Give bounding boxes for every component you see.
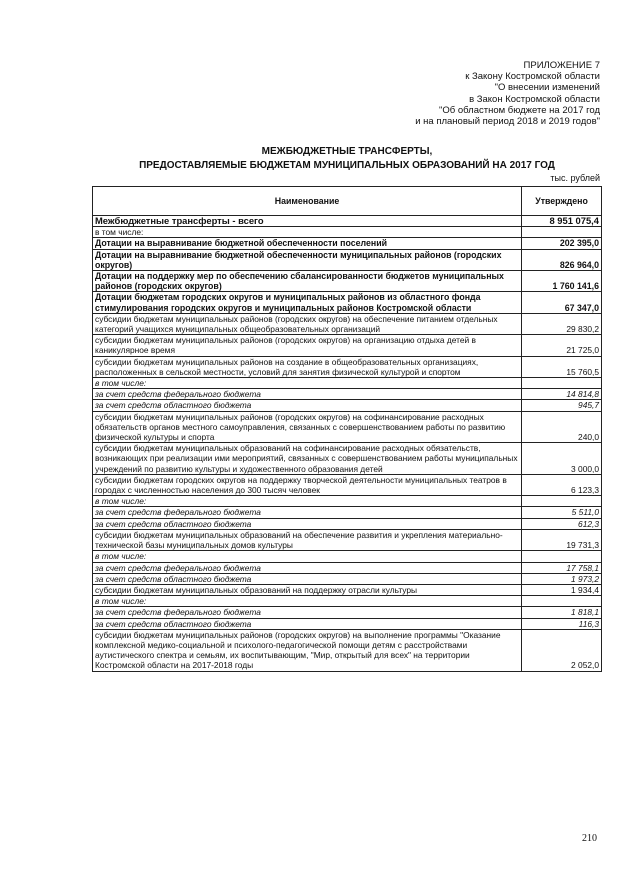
table-row	[93, 227, 602, 238]
row-name-cell: субсидии бюджетам муниципальных районов (городских округов) на организацию отдыха детей в каникулярное время	[93, 335, 522, 356]
row-name-cell: Межбюджетные трансферты - всего	[93, 216, 522, 227]
row-value-cell: 945,7	[522, 400, 602, 411]
row-value-cell: 14 814,8	[522, 389, 602, 400]
appendix-header-line: "О внесении изменений	[494, 82, 600, 94]
table-row	[93, 411, 602, 443]
row-value-cell: 17 758,1	[522, 562, 602, 573]
table-row	[93, 496, 602, 507]
page-number: 210	[582, 833, 597, 844]
row-value-cell: 202 395,0	[522, 238, 602, 249]
table-row	[93, 573, 602, 584]
row-name-cell: за счет средств федерального бюджета	[93, 389, 522, 400]
row-value-cell	[522, 378, 602, 389]
transfers-table	[92, 186, 602, 672]
row-name-cell: Дотации на выравнивание бюджетной обеспеченности муниципальных районов (городских округов)	[93, 249, 522, 270]
table-row	[93, 216, 602, 227]
row-value-cell: 67 347,0	[522, 292, 602, 313]
row-value-cell: 19 731,3	[522, 529, 602, 550]
row-name-cell: за счет средств федерального бюджета	[93, 507, 522, 518]
row-name-cell: за счет средств областного бюджета	[93, 618, 522, 629]
table-row	[93, 529, 602, 550]
row-value-cell: 2 052,0	[522, 629, 602, 671]
row-value-cell: 116,3	[522, 618, 602, 629]
row-value-cell: 1 934,4	[522, 584, 602, 595]
table-header-row	[93, 187, 602, 216]
appendix-header-line: и на плановый период 2018 и 2019 годов"	[415, 116, 600, 128]
row-name-cell: субсидии бюджетам муниципальных районов (городских округов) на обеспечение питанием отдельных категорий учащихся муниципальных общеобразовательных организаций	[93, 313, 522, 334]
row-name-cell: Дотации на поддержку мер по обеспечению сбалансированности бюджетов муниципальных районов (городских округов)	[93, 271, 522, 292]
row-value-cell: 21 725,0	[522, 335, 602, 356]
table-row	[93, 562, 602, 573]
row-name-cell: Дотации бюджетам городских округов и муниципальных районов из областного фонда стимулирования городских округов и муниципальных районов Костромской области	[93, 292, 522, 313]
table-row	[93, 389, 602, 400]
row-value-cell	[522, 596, 602, 607]
document-title-line2: ПРЕДОСТАВЛЯЕМЫЕ БЮДЖЕТАМ МУНИЦИПАЛЬНЫХ ОБРАЗОВАНИЙ НА 2017 ГОД	[139, 160, 555, 171]
row-value-cell	[522, 496, 602, 507]
column-header-value: Утверждено	[522, 187, 602, 216]
row-value-cell: 5 511,0	[522, 507, 602, 518]
row-name-cell: Дотации на выравнивание бюджетной обеспеченности поселений	[93, 238, 522, 249]
table-row	[93, 271, 602, 292]
table-row	[93, 584, 602, 595]
table-row	[93, 292, 602, 313]
table-row	[93, 356, 602, 377]
row-value-cell: 1 818,1	[522, 607, 602, 618]
row-value-cell: 1 973,2	[522, 573, 602, 584]
document-title-line1: МЕЖБЮДЖЕТНЫЕ ТРАНСФЕРТЫ,	[261, 146, 433, 157]
row-name-cell: субсидии бюджетам городских округов на поддержку творческой деятельности муниципальных театров в городах с численностью населения до 300 тысяч человек	[93, 474, 522, 495]
appendix-header-line: к Закону Костромской области	[465, 71, 600, 83]
row-name-cell: в том числе:	[93, 596, 522, 607]
document-title	[92, 145, 602, 173]
row-value-cell: 29 830,2	[522, 313, 602, 334]
table-row	[93, 238, 602, 249]
row-name-cell: в том числе:	[93, 227, 522, 238]
appendix-header-line: "Об областном бюджете на 2017 год	[439, 104, 600, 116]
row-value-cell: 3 000,0	[522, 443, 602, 475]
column-header-name: Наименование	[93, 187, 522, 216]
table-row	[93, 400, 602, 411]
table-row	[93, 629, 602, 671]
row-value-cell: 8 951 075,4	[522, 216, 602, 227]
row-name-cell: за счет средств федерального бюджета	[93, 562, 522, 573]
table-row	[93, 249, 602, 270]
row-value-cell: 1 760 141,6	[522, 271, 602, 292]
row-name-cell: за счет средств федерального бюджета	[93, 607, 522, 618]
table-body	[93, 216, 602, 672]
table-row	[93, 507, 602, 518]
row-value-cell: 826 964,0	[522, 249, 602, 270]
row-name-cell: в том числе:	[93, 378, 522, 389]
table-row	[93, 313, 602, 334]
row-value-cell	[522, 551, 602, 562]
row-name-cell: за счет средств областного бюджета	[93, 400, 522, 411]
row-value-cell: 6 123,3	[522, 474, 602, 495]
row-name-cell: за счет средств областного бюджета	[93, 573, 522, 584]
row-value-cell: 240,0	[522, 411, 602, 443]
row-name-cell: субсидии бюджетам муниципальных образований на софинансирование расходных обязательств, возникающих при реализации ими мероприятий, связанных с совершенствованием работы муниципальных учреждений по развитию культуры и художественного образования детей	[93, 443, 522, 475]
row-value-cell: 15 760,5	[522, 356, 602, 377]
appendix-header-line: ПРИЛОЖЕНИЕ 7	[523, 60, 600, 71]
table-row	[93, 518, 602, 529]
table-row	[93, 596, 602, 607]
row-name-cell: субсидии бюджетам муниципальных районов на создание в общеобразовательных организациях, расположенных в сельской местности, условий для занятия физической культурой и спортом	[93, 356, 522, 377]
table-row	[93, 607, 602, 618]
row-value-cell	[522, 227, 602, 238]
row-name-cell: субсидии бюджетам муниципальных районов (городских округов) на софинансирование расходных обязательств органов местного самоуправления, связанных с совершенствованием работы по развитию физической культуры и спорта	[93, 411, 522, 443]
row-name-cell: субсидии бюджетам муниципальных районов (городских округов) на выполнение программы "Оказание комплексной медико-социальной и психолого-педагогической помощи детям с расстройствами аутистического спектра и семьям, их воспитывающим, "Мир, открытый для всех" на территории Костромской области на 2017-2018 годы	[93, 629, 522, 671]
row-value-cell: 612,3	[522, 518, 602, 529]
appendix-header	[415, 60, 600, 127]
table-row	[93, 443, 602, 475]
table-row	[93, 618, 602, 629]
row-name-cell: в том числе:	[93, 496, 522, 507]
row-name-cell: субсидии бюджетам муниципальных образований на обеспечение развития и укрепления материально-технической базы муниципальных домов культуры	[93, 529, 522, 550]
table-row	[93, 335, 602, 356]
row-name-cell: субсидии бюджетам муниципальных образований на поддержку отрасли культуры	[93, 584, 522, 595]
row-name-cell: за счет средств областного бюджета	[93, 518, 522, 529]
row-name-cell: в том числе:	[93, 551, 522, 562]
table-row	[93, 551, 602, 562]
table-row	[93, 378, 602, 389]
appendix-header-line: в Закон Костромской области	[469, 93, 600, 105]
units-label: тыс. рублей	[550, 173, 600, 183]
table-row	[93, 474, 602, 495]
